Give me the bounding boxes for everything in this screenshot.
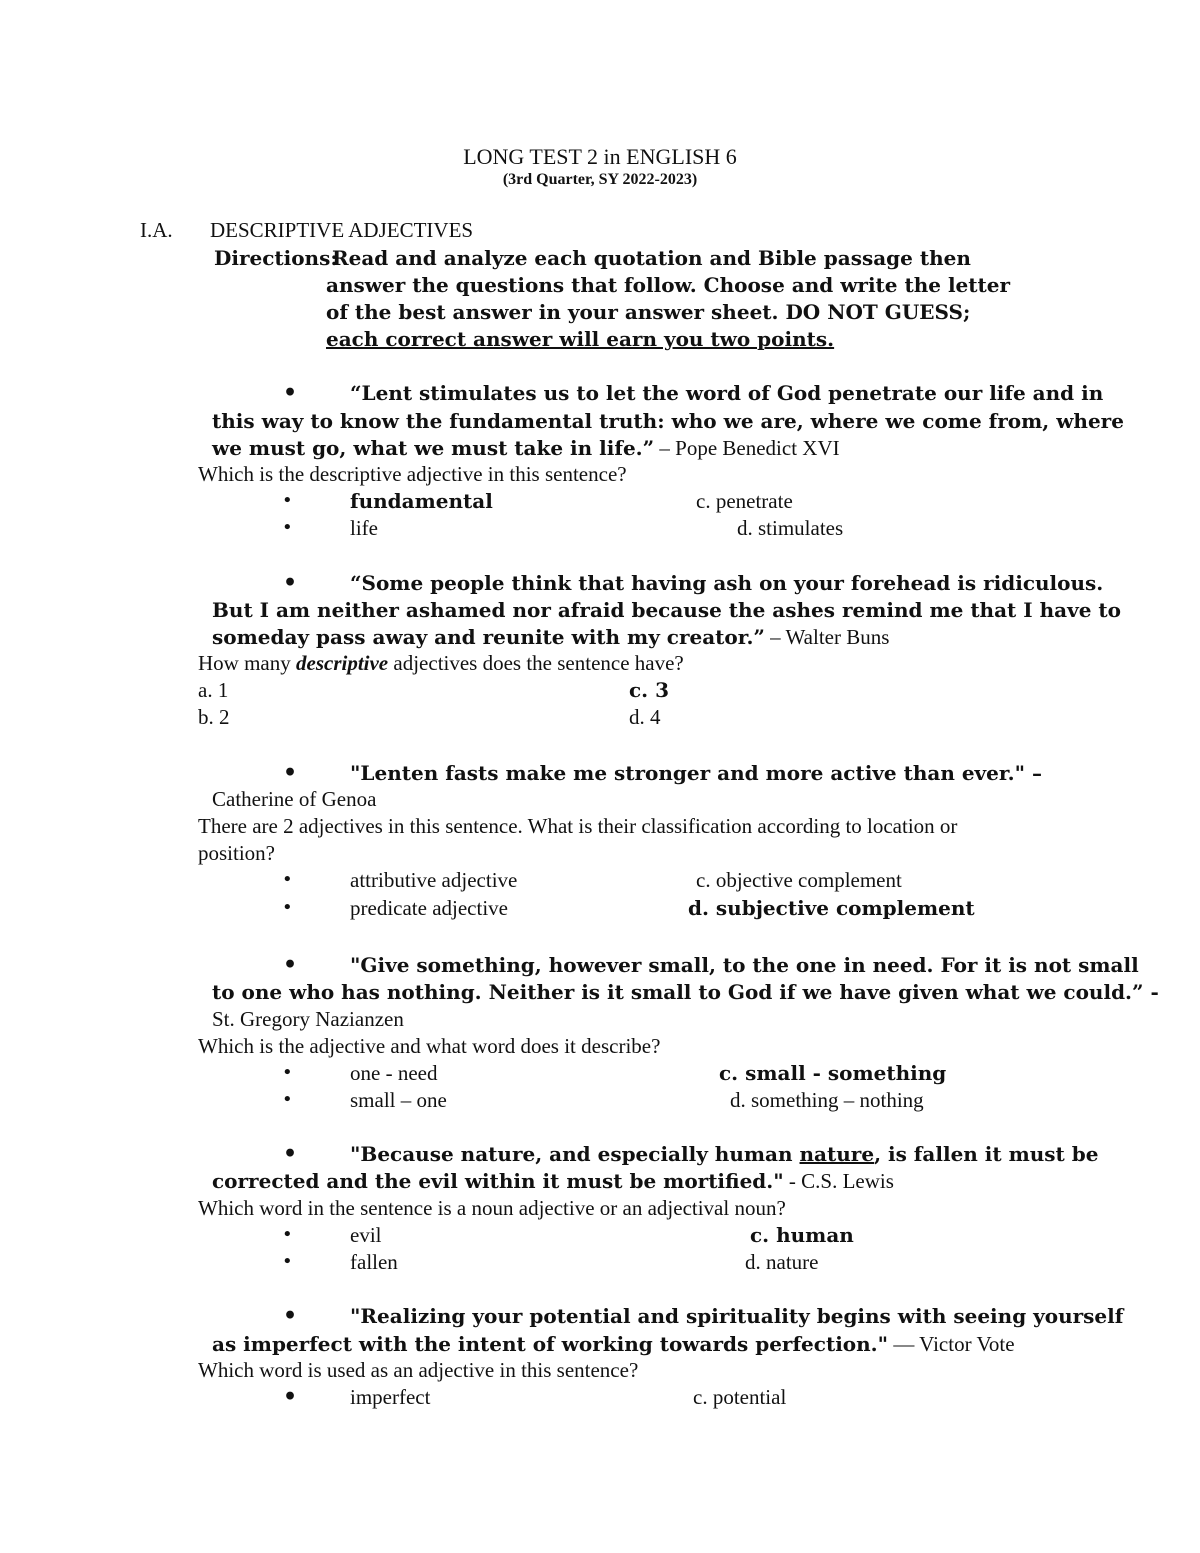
option-d: d. 4 (629, 705, 661, 729)
bullet: • (283, 1303, 298, 1329)
quote-line (212, 627, 889, 648)
option-d: d. subjective complement (688, 896, 975, 920)
bullet: • (282, 1062, 293, 1083)
quote-line: "Lenten fasts make me stronger and more active than ever." – (350, 761, 1042, 785)
question-prompt (198, 653, 684, 674)
option-c: c. small - something (719, 1061, 947, 1085)
question-prompt: Which is the descriptive adjective in this sentence? (198, 462, 627, 486)
option-b: predicate adjective (350, 896, 508, 920)
question-prompt: Which is the adjective and what word does it describe? (198, 1034, 661, 1058)
prompt-emphasis: descriptive (296, 651, 389, 675)
quote-text: "Because nature, and especially human (350, 1142, 800, 1166)
bullet: • (283, 1141, 298, 1167)
option-a: one - need (350, 1061, 438, 1085)
option-a: a. 1 (198, 678, 229, 702)
directions-line: each correct answer will earn you two points. (326, 327, 835, 351)
page-subtitle: (3rd Quarter, SY 2022-2023) (502, 171, 698, 188)
option-b: b. 2 (198, 705, 230, 729)
option-c: c. objective complement (696, 868, 902, 892)
quote-author: – Walter Buns (764, 625, 890, 649)
option-c: c. potential (693, 1385, 787, 1409)
option-d: d. something – nothing (730, 1088, 924, 1112)
bullet: • (283, 1384, 298, 1410)
quote-author: ― Victor Vote (888, 1332, 1015, 1356)
bullet: • (282, 1251, 293, 1272)
quote-author: Catherine of Genoa (212, 787, 377, 811)
option-c: c. 3 (629, 678, 670, 702)
prompt-text: adjectives does the sentence have? (388, 651, 684, 675)
quote-text: corrected and the evil within it must be mortified." (212, 1169, 784, 1193)
option-c: c. penetrate (696, 489, 793, 513)
quote-text: we must go, what we must take in life.” (212, 436, 655, 460)
quote-line (212, 438, 840, 459)
quote-text: someday pass away and reunite with my creator.” (212, 625, 765, 649)
bullet: • (283, 570, 298, 596)
option-a: imperfect (350, 1385, 431, 1409)
quote-underlined-word: nature (799, 1142, 875, 1166)
quote-author: - C.S. Lewis (783, 1169, 894, 1193)
option-d: d. stimulates (737, 516, 844, 540)
bullet: • (282, 897, 293, 918)
quote-line: “Some people think that having ash on your forehead is ridiculous. (350, 571, 1104, 595)
directions-line: of the best answer in your answer sheet. DO NOT GUESS; (326, 300, 971, 324)
bullet: • (282, 1089, 293, 1110)
bullet: • (283, 952, 298, 978)
option-b: life (350, 516, 378, 540)
option-d: d. nature (745, 1250, 819, 1274)
bullet: • (282, 869, 293, 890)
option-c: c. human (750, 1223, 854, 1247)
quote-line (350, 1144, 1098, 1164)
question-prompt: There are 2 adjectives in this sentence. What is their classification according to location or (198, 814, 958, 838)
page-title: LONG TEST 2 in ENGLISH 6 (463, 144, 737, 169)
bullet: • (282, 517, 293, 538)
bullet: • (282, 1224, 293, 1245)
directions-line: Read and analyze each quotation and Bible passage then (332, 246, 971, 270)
quote-text: as imperfect with the intent of working towards perfection." (212, 1332, 889, 1356)
bullet: • (282, 490, 293, 511)
quote-text: , is fallen it must be (874, 1142, 1099, 1166)
quote-line: But I am neither ashamed nor afraid because the ashes remind me that I have to (212, 598, 1121, 622)
directions-label: Directions: (214, 246, 338, 270)
quote-line (212, 1171, 894, 1192)
directions-line: answer the questions that follow. Choose and write the letter (326, 273, 1011, 297)
section-number: I.A. (140, 218, 173, 242)
question-prompt: position? (198, 841, 275, 865)
question-prompt: Which word is used as an adjective in this sentence? (198, 1358, 639, 1382)
quote-author: St. Gregory Nazianzen (212, 1007, 404, 1031)
option-b: small – one (350, 1088, 447, 1112)
option-a: evil (350, 1223, 382, 1247)
question-prompt: Which word in the sentence is a noun adjective or an adjectival noun? (198, 1196, 786, 1220)
quote-line: “Lent stimulates us to let the word of God penetrate our life and in (350, 381, 1104, 405)
quote-author: – Pope Benedict XVI (654, 436, 840, 460)
quote-line: this way to know the fundamental truth: who we are, where we come from, where (212, 409, 1124, 433)
option-b: fallen (350, 1250, 398, 1274)
section-title: DESCRIPTIVE ADJECTIVES (210, 218, 474, 242)
bullet: • (283, 760, 298, 786)
quote-line: "Realizing your potential and spirituality begins with seeing yourself (350, 1304, 1124, 1328)
prompt-text: How many (198, 651, 296, 675)
quote-line: to one who has nothing. Neither is it small to God if we have given what we could.” - (212, 980, 1159, 1004)
option-a: fundamental (350, 489, 493, 513)
bullet: • (283, 380, 298, 406)
option-a: attributive adjective (350, 868, 518, 892)
quote-line (212, 1334, 1015, 1355)
quote-line: "Give something, however small, to the one in need. For it is not small (350, 953, 1139, 977)
